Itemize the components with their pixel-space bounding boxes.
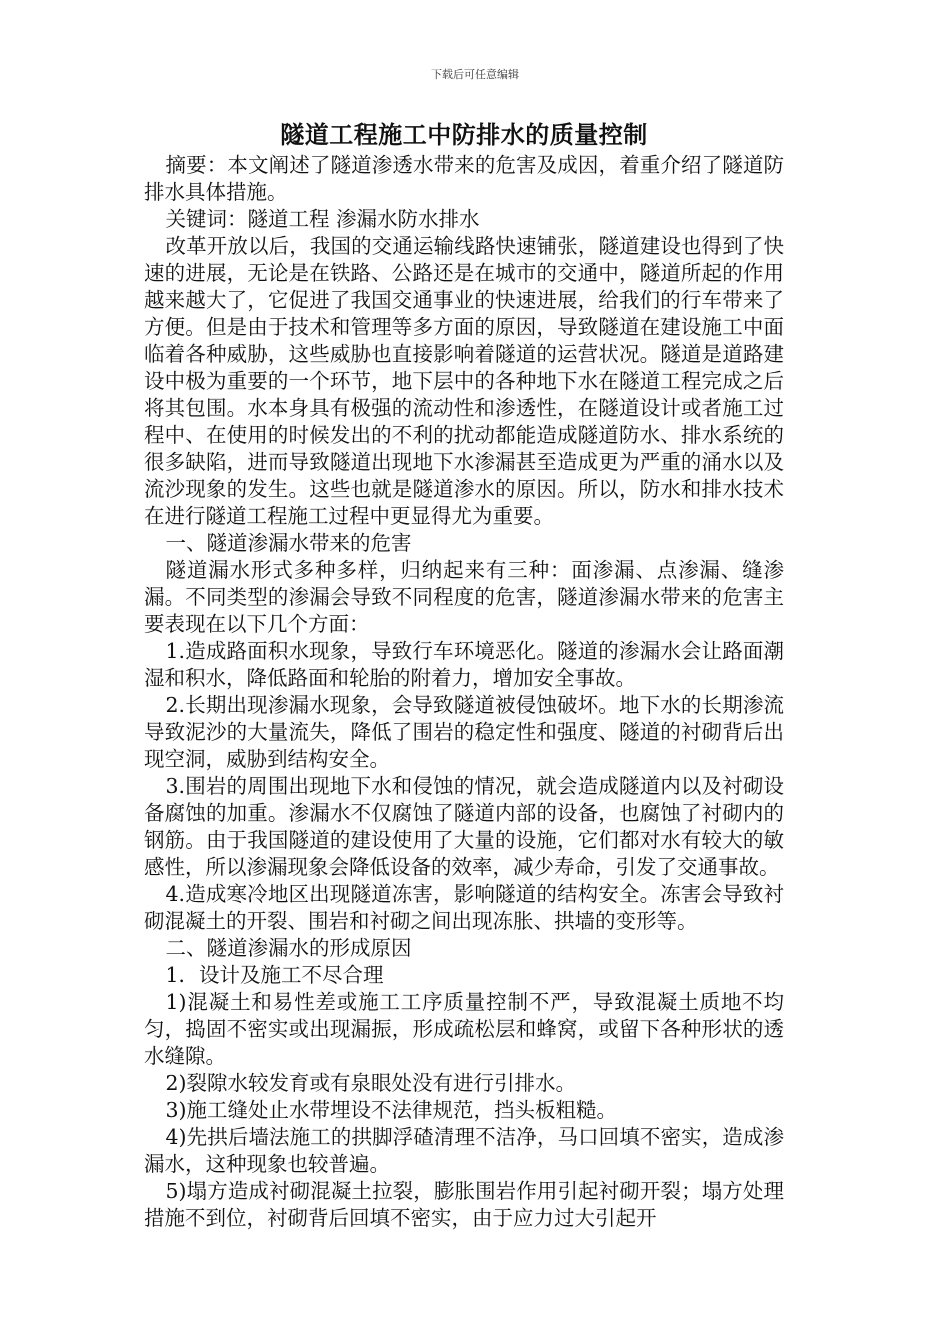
- sub-item-2: 2)裂隙水较发育或有泉眼处没有进行引排水。: [165, 1071, 577, 1095]
- list-item-2: 2.长期出现渗漏水现象，会导致隧道被侵蚀破坏。地下水的长期渗流导致泥沙的大量流失，降低了围岩的稳定性和强度、隧道的衬砌背后出现空洞，威胁到结构安全。: [144, 693, 784, 771]
- sub-item-4: 4)先拱后墙法施工的拱脚浮碴清理不洁净，马口回填不密实，造成渗漏水，这种现象也较普遍。: [144, 1125, 784, 1176]
- section-heading-2: 二、隧道渗漏水的形成原因: [165, 936, 412, 960]
- list-item-1: 1.造成路面积水现象，导致行车环境恶化。隧道的渗漏水会让路面潮湿和积水，降低路面和轮胎的附着力，增加安全事故。: [144, 639, 784, 690]
- keywords-paragraph: 关键词：隧道工程 渗漏水防水排水: [165, 207, 480, 231]
- list-item-3: 3.围岩的周围出现地下水和侵蚀的情况，就会造成隧道内以及衬砌设备腐蚀的加重。渗漏水不仅腐蚀了隧道内部的设备，也腐蚀了衬砌内的钢筋。由于我国隧道的建设使用了大量的设施，它们都对水有较大的敏感性，所以渗漏现象会降低设备的效率，减少寿命，引发了交通事故。: [144, 774, 784, 879]
- document-body: [144, 118, 784, 1232]
- subsection-heading-1: 1．设计及施工不尽合理: [165, 963, 384, 987]
- abstract-paragraph: 摘要：本文阐述了隧道渗透水带来的危害及成因，着重介绍了隧道防排水具体措施。: [144, 153, 784, 204]
- intro-paragraph: 改革开放以后，我国的交通运输线路快速铺张，隧道建设也得到了快速的进展，无论是在铁路、公路还是在城市的交通中，隧道所起的作用越来越大了，它促进了我国交通事业的快速进展，给我们的行车带来了方便。但是由于技术和管理等多方面的原因，导致隧道在建设施工中面临着各种威胁，这些威胁也直接影响着隧道的运营状况。隧道是道路建设中极为重要的一个环节，地下层中的各种地下水在隧道工程完成之后将其包围。水本身具有极强的流动性和渗透性，在隧道设计或者施工过程中、在使用的时候发出的不利的扰动都能造成隧道防水、排水系统的很多缺陷，进而导致隧道出现地下水渗漏甚至造成更为严重的涌水以及流沙现象的发生。这些也就是隧道渗水的原因。所以，防水和排水技术在进行隧道工程施工过程中更显得尤为重要。: [144, 234, 784, 528]
- section-heading-1: 一、隧道渗漏水带来的危害: [165, 531, 412, 555]
- sub-item-1: 1)混凝土和易性差或施工工序质量控制不严，导致混凝土质地不均匀，捣固不密实或出现漏振，形成疏松层和蜂窝，或留下各种形状的透水缝隙。: [144, 990, 784, 1068]
- list-item-4: 4.造成寒冷地区出现隧道冻害，影响隧道的结构安全。冻害会导致衬砌混凝土的开裂、围岩和衬砌之间出现冻胀、拱墙的变形等。: [144, 882, 784, 933]
- body-paragraph: 隧道漏水形式多种多样，归纳起来有三种：面渗漏、点渗漏、缝渗漏。不同类型的渗漏会导致不同程度的危害，隧道渗漏水带来的危害主要表现在以下几个方面：: [144, 558, 784, 636]
- sub-item-3: 3)施工缝处止水带埋设不法律规范，挡头板粗糙。: [165, 1098, 618, 1122]
- sub-item-5: 5)塌方造成衬砌混凝土拉裂，膨胀围岩作用引起衬砌开裂；塌方处理措施不到位，衬砌背后回填不密实，由于应力过大引起开: [144, 1179, 784, 1230]
- document-title: 隧道工程施工中防排水的质量控制: [280, 121, 648, 149]
- header-note: 下载后可任意编辑: [431, 68, 519, 81]
